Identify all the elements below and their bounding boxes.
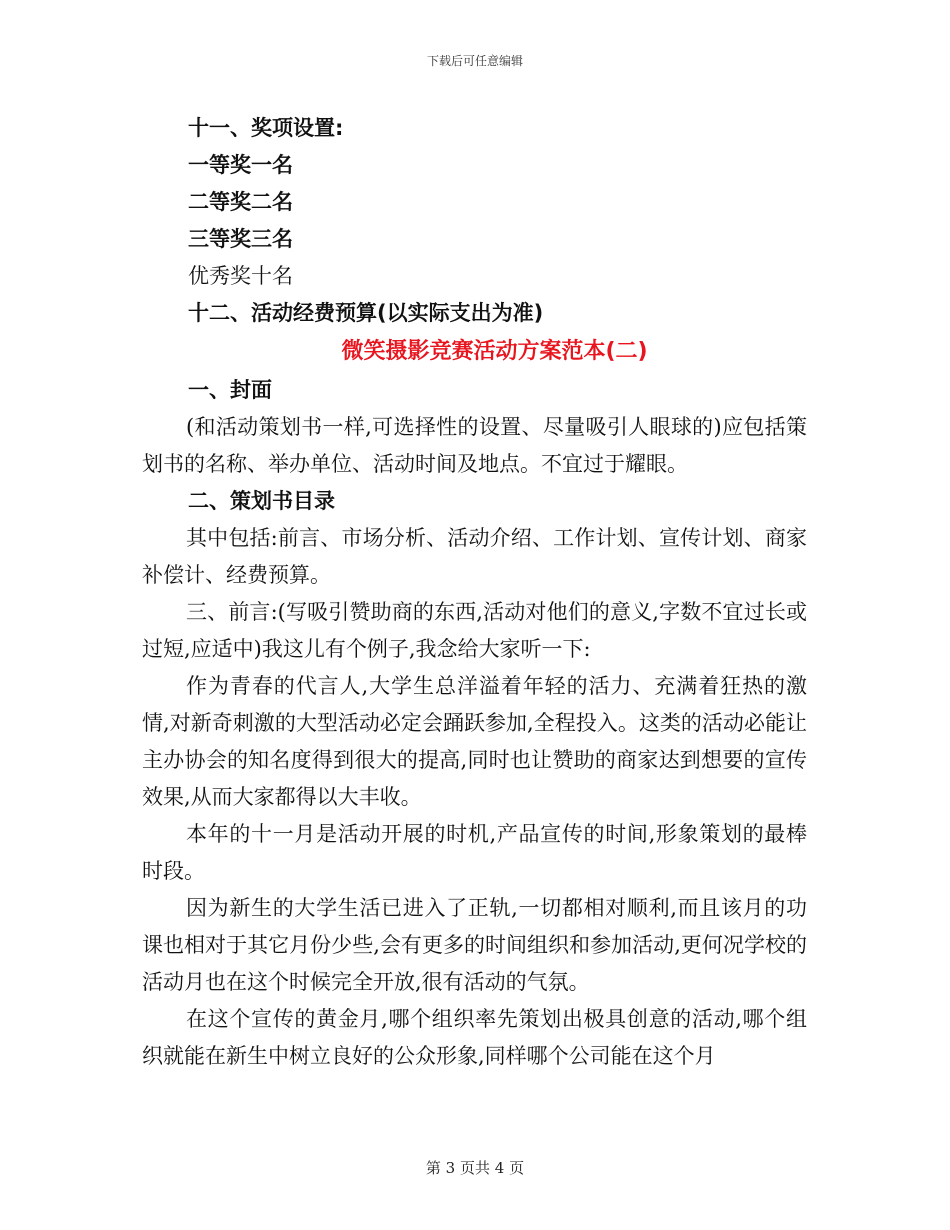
preface-paragraph: 三、前言:(写吸引赞助商的东西,活动对他们的意义,字数不宜过长或过短,应适中)我这儿有个例子,我念给大家听一下: [142,600,807,661]
awards-heading: 十一、奖项设置: [188,116,344,140]
excellence-prize: 优秀奖十名 [188,264,293,288]
cover-paragraph: (和活动策划书一样,可选择性的设置、尽量吸引人眼球的)应包括策划书的名称、举办单位、活动时间及地点。不宜过于耀眼。 [142,415,807,476]
second-prize: 二等奖二名 [188,190,293,214]
page-header-note: 下载后可任意编辑 [426,54,523,68]
body-paragraph-4: 在这个宣传的黄金月,哪个组织率先策划出极具创意的活动,哪个组织就能在新生中树立良好的公众形象,同样哪个公司能在这个月 [142,1007,807,1068]
toc-heading: 二、策划书目录 [188,489,335,513]
page-number: 第 3 页共 4 页 [425,1159,525,1177]
toc-paragraph: 其中包括:前言、市场分析、活动介绍、工作计划、宣传计划、商家补偿计、经费预算。 [142,526,807,587]
document-title: 微笑摄影竞赛活动方案范本(二) [341,339,648,364]
body-paragraph-3: 因为新生的大学生活已进入了正轨,一切都相对顺利,而且该月的功课也相对于其它月份少些,会有更多的时间组织和参加活动,更何况学校的活动月也在这个时候完全开放,很有活动的气氛。 [142,896,807,994]
document-body [142,110,807,1075]
first-prize: 一等奖一名 [188,153,293,177]
cover-heading: 一、封面 [188,378,272,402]
budget-heading: 十二、活动经费预算(以实际支出为准) [188,301,544,325]
body-paragraph-2: 本年的十一月是活动开展的时机,产品宣传的时间,形象策划的最棒时段。 [142,822,807,883]
body-paragraph-1: 作为青春的代言人,大学生总洋溢着年轻的活力、充满着狂热的激情,对新奇刺激的大型活动必定会踊跃参加,全程投入。这类的活动必能让主办协会的知名度得到很大的提高,同时也让赞助的商家达到想要的宣传效果,从而大家都得以大丰收。 [142,674,807,809]
third-prize: 三等奖三名 [188,227,293,251]
